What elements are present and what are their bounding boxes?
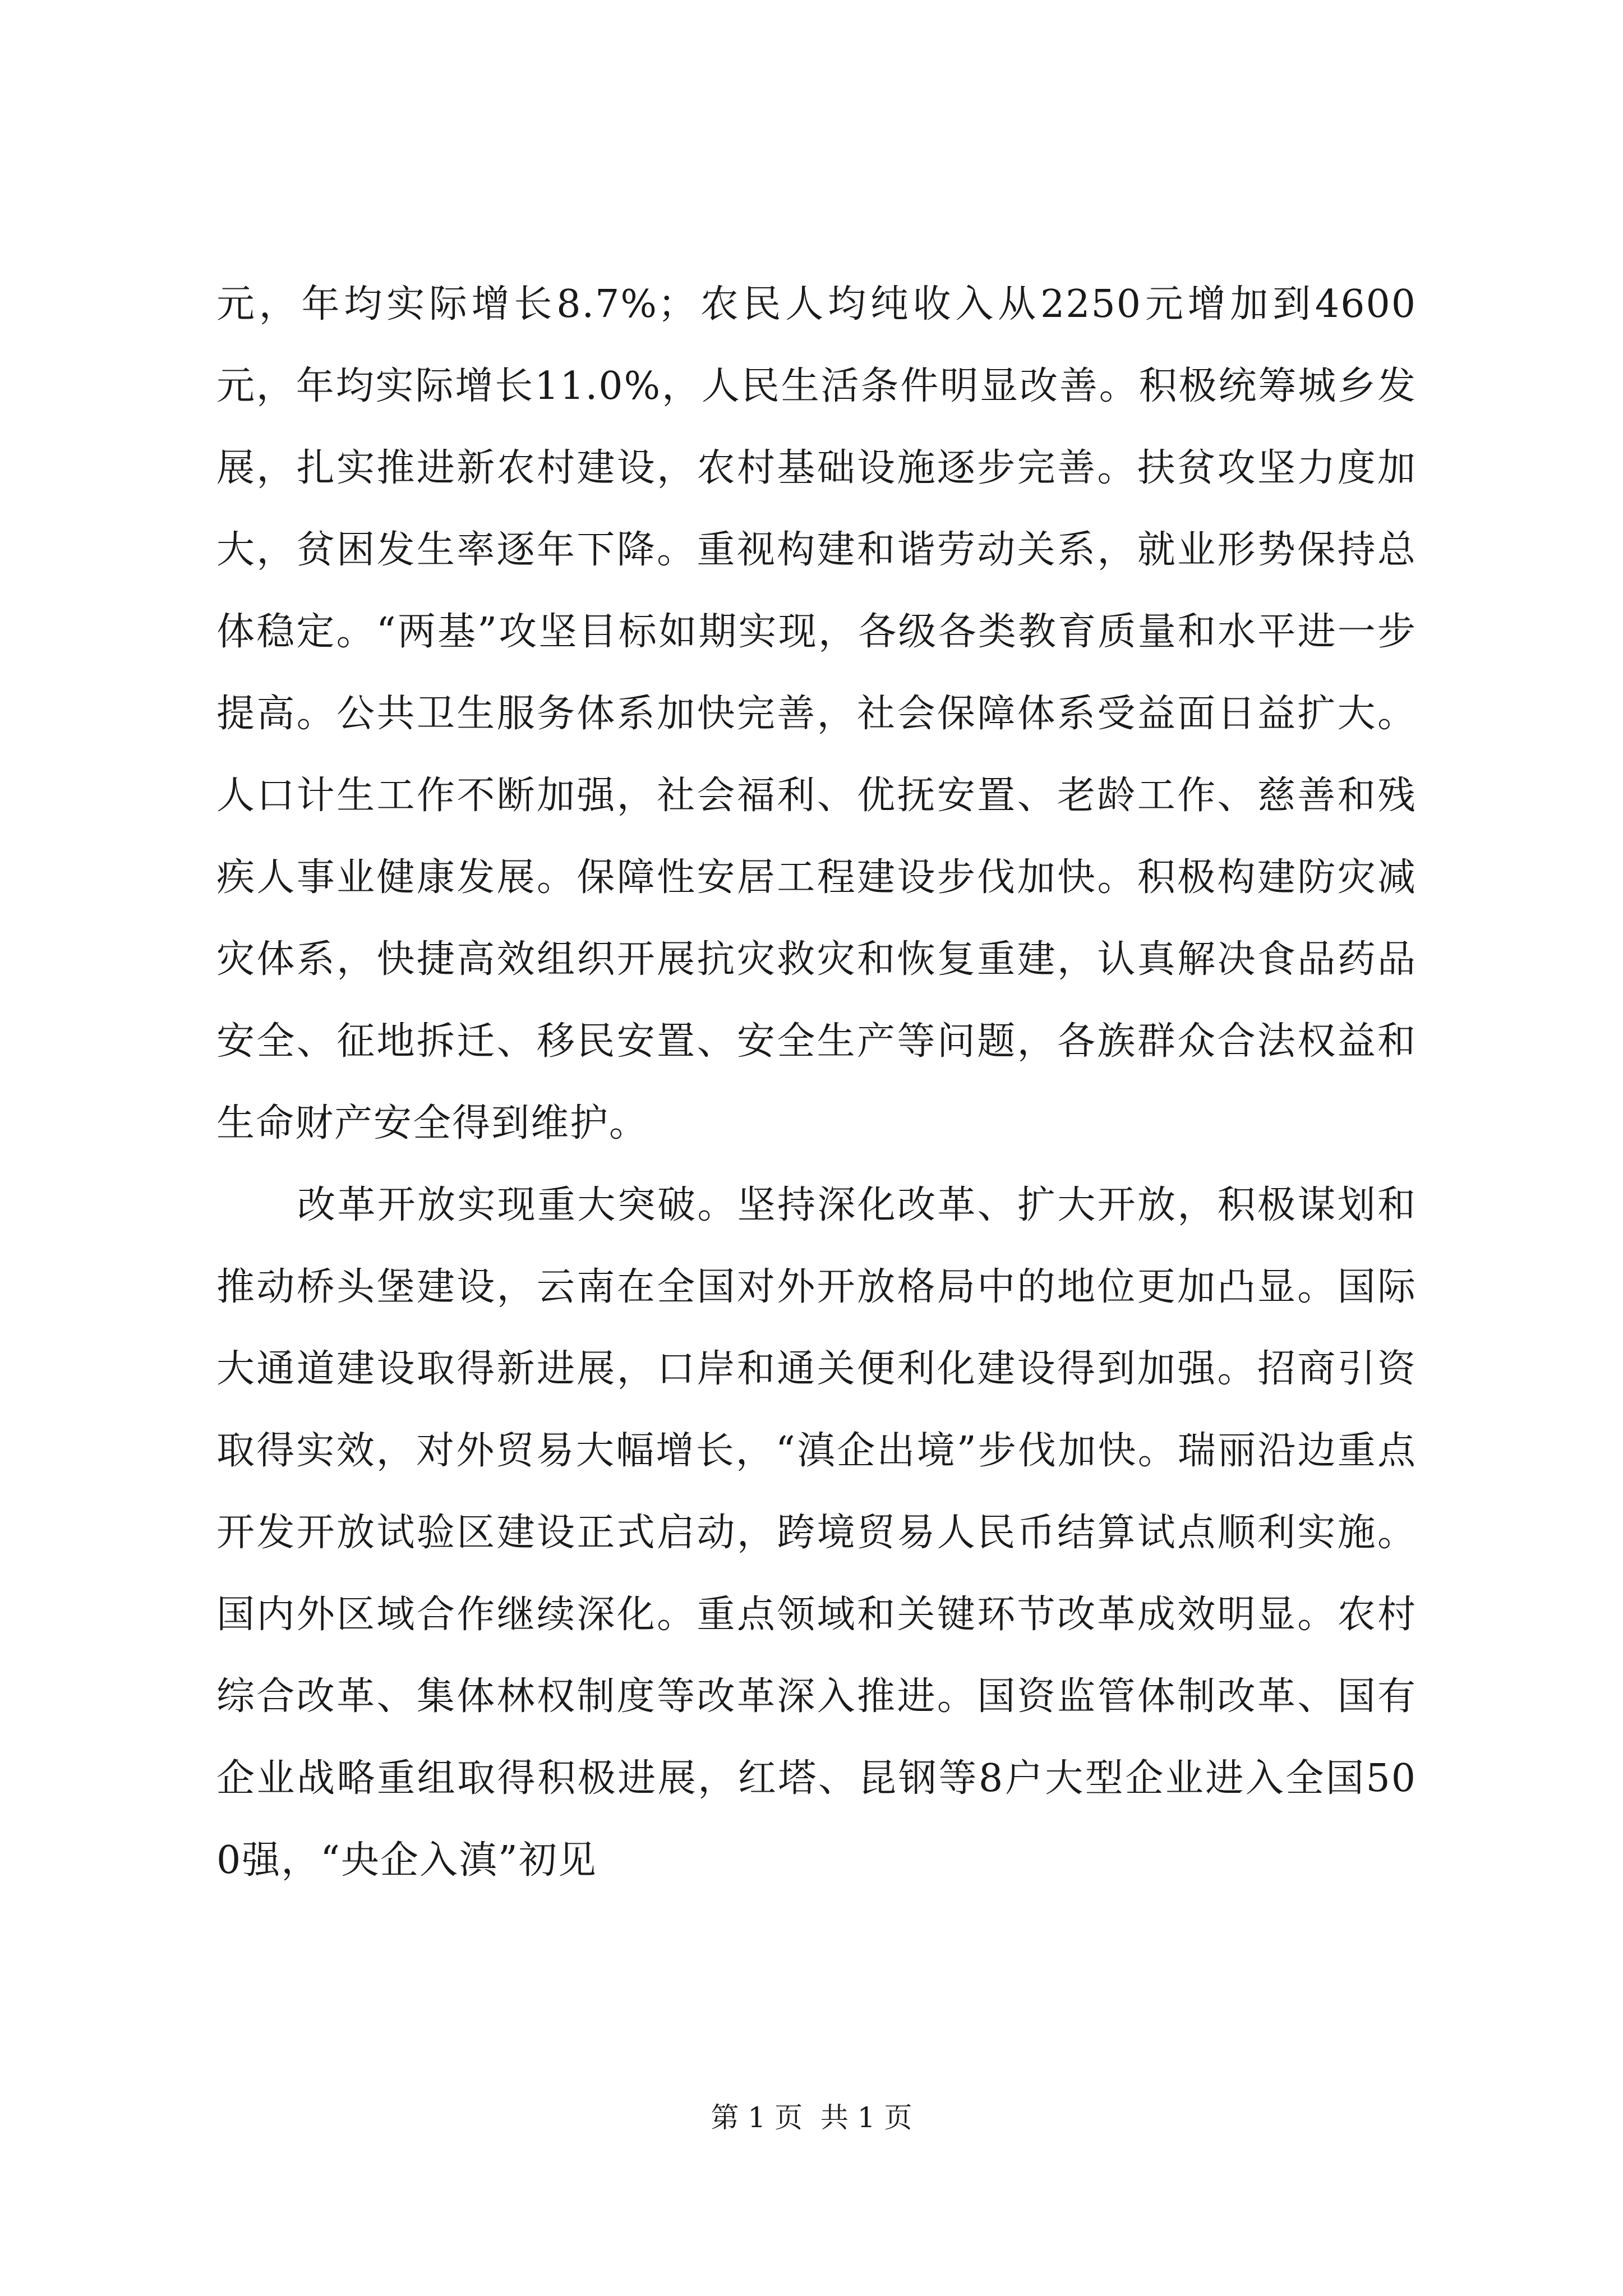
paragraph-2: 改革开放实现重大突破。坚持深化改革、扩大开放，积极谋划和推动桥头堡建设，云南在全国对外开放格局中的地位更加凸显。国际大通道建设取得新进展，口岸和通关便利化建设得到加强。招商引资取得实效，对外贸易大幅增长，“滇企出境”步伐加快。瑞丽沿边重点开发开放试验区建设正式启动，跨境贸易人民币结算试点顺利实施。国内外区域合作继续深化。重点领域和关键环节改革成效明显。农村综合改革、集体林权制度等改革深入推进。国资监管体制改革、国有企业战略重组取得积极进展，红塔、昆钢等8户大型企业进入全国500强，“央企入滇”初见 (216, 1183, 1417, 1883)
paragraph-1: 元，年均实际增长8.7%；农民人均纯收入从2250元增加到4600元，年均实际增长11.0%，人民生活条件明显改善。积极统筹城乡发展，扎实推进新农村建设，农村基础设施逐步完善。扶贫攻坚力度加大，贫困发生率逐年下降。重视构建和谐劳动关系，就业形势保持总体稳定。“两基”攻坚目标如期实现，各级各类教育质量和水平进一步提高。公共卫生服务体系加快完善，社会保障体系受益面日益扩大。人口计生工作不断加强，社会福利、优抚安置、老龄工作、慈善和残疾人事业健康发展。保障性安居工程建设步伐加快。积极构建防灾减灾体系，快捷高效组织开展抗灾救灾和恢复重建，认真解决食品药品安全、征地拆迁、移民安置、安全生产等问题，各族群众合法权益和生命财产安全得到维护。 (216, 282, 1417, 1145)
page-number-label: 第 1 页 共 1 页 (711, 2101, 912, 2134)
document-body (216, 264, 1417, 1902)
page-footer (0, 2098, 1623, 2137)
